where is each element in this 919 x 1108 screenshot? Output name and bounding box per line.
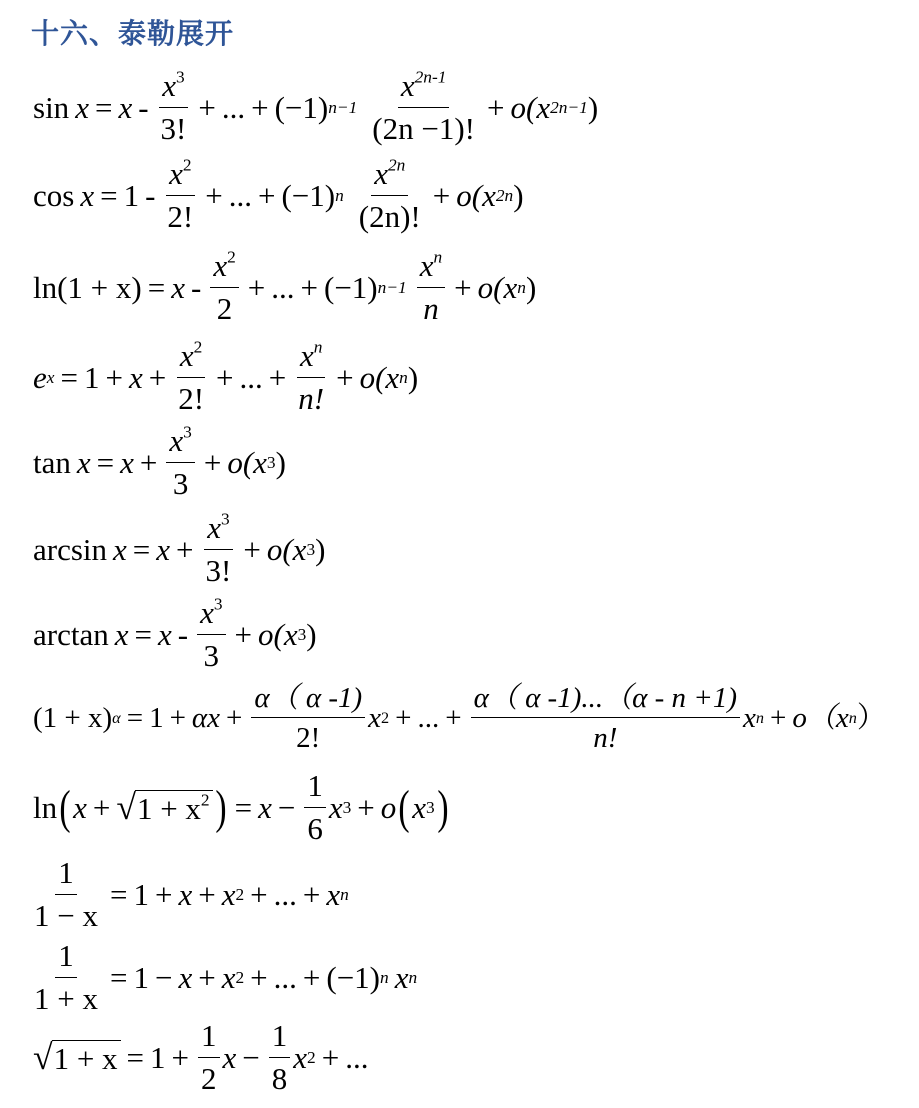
third-term: x <box>221 960 236 996</box>
plus: + <box>454 270 472 306</box>
formula-ln: ln(1 + x) = x - $\frac{x^2}{2}$ + ... + (−1) n−1 $\frac{x^n}{n}$ + o( x n ) <box>33 247 537 326</box>
lhs-var: x <box>114 617 129 653</box>
lhs: arcsin <box>33 532 108 568</box>
plus: + <box>321 1040 340 1076</box>
denominator: 2! <box>178 380 205 416</box>
numerator: x <box>400 68 415 103</box>
formula-arsinh: ln ( x + √ $1 + x^2$ ) = x − $\frac{1}{6}$ x 3 + o ( x 3 ) <box>33 768 449 846</box>
plus: + <box>171 1040 190 1076</box>
denominator: 1 − x <box>34 897 98 933</box>
formula-arctan: arctan x = x - $\frac{x^3}{3}$ + o( x 3 ) <box>33 594 317 673</box>
plus: + <box>243 532 261 568</box>
fraction <box>304 770 326 845</box>
little-o: o( <box>510 90 537 126</box>
close-paren: ) <box>513 178 524 214</box>
little-o: o( <box>266 532 293 568</box>
general-term <box>417 247 445 326</box>
lhs-var: x <box>76 445 91 481</box>
fraction <box>198 1020 220 1095</box>
formula-geometric-1: $\frac{1}{1 - x}$ = 1 + x + x 2 + ... + x n <box>31 857 349 932</box>
numerator: 1 <box>198 1020 220 1058</box>
denominator: 3! <box>160 110 187 146</box>
first-term: 1 <box>83 360 100 396</box>
o-argument: x <box>503 270 518 306</box>
lhs: tan <box>33 445 71 481</box>
denominator: 3 <box>203 637 220 673</box>
inner-x: x <box>73 790 87 826</box>
little-o: o <box>380 790 397 826</box>
plus: + <box>154 877 173 913</box>
radicand: 1 + x <box>136 790 201 826</box>
lhs-var: x <box>113 532 127 568</box>
equals: = <box>109 877 128 913</box>
fraction <box>164 155 196 234</box>
o-argument: x <box>385 360 400 396</box>
exponent: n <box>433 247 443 267</box>
fraction <box>251 683 365 754</box>
first-term: 1 <box>150 1040 166 1076</box>
radicand: 1 + x <box>52 1040 121 1076</box>
equals: = <box>134 617 152 653</box>
ellipsis: ... <box>228 178 252 214</box>
plus: + <box>176 532 194 568</box>
section-heading: 十六、泰勒展开 <box>31 17 235 50</box>
plus: + <box>139 445 158 481</box>
square-root <box>33 1036 121 1077</box>
minus: - <box>138 90 149 126</box>
equals: = <box>60 360 78 396</box>
term-var: x <box>328 790 343 826</box>
numerator: α（ α -1) <box>251 683 365 718</box>
formula-sqrt: √ 1 + x = 1 + $\frac{1}{2}$ x − $\frac{1}{8}$ x 2 + ... <box>33 1018 369 1096</box>
numerator: 1 <box>55 940 77 978</box>
numerator: α（ α -1)...（α - n +1) <box>471 683 740 718</box>
o-argument: x <box>482 178 496 214</box>
equals: = <box>234 790 253 826</box>
formula-binomial: (1 + x) α = 1 + αx + $\frac{\alpha( \alpha -1)}{2!}$ x 2 + ... + $\frac{\alpha( \alpha -1)...(\alpha - n +1)}{n!}$ x n + o（ x n ） <box>33 682 886 755</box>
first-term: 1 <box>133 877 149 913</box>
o-argument: x <box>412 790 427 826</box>
equals: = <box>126 701 144 734</box>
numerator: x <box>213 248 228 283</box>
general-term <box>356 155 424 234</box>
numerator: 1 <box>304 770 326 808</box>
lhs-var: x <box>75 90 89 126</box>
plus: + <box>302 960 321 996</box>
first-term: x <box>171 270 185 306</box>
equals: = <box>126 1040 145 1076</box>
denominator: n! <box>593 722 618 755</box>
formula-arcsin: arcsin x = x + $\frac{x^3}{3!}$ + o( x 3 ) <box>33 509 326 588</box>
plus: + <box>257 178 276 214</box>
plus: + <box>198 90 216 126</box>
term-var: x <box>222 1040 237 1076</box>
denominator: n <box>423 290 439 326</box>
radical-sign-icon: √ <box>33 1036 53 1077</box>
plus: + <box>148 360 167 396</box>
plus: + <box>251 90 269 126</box>
second-term: x <box>178 877 193 913</box>
numerator: 1 <box>269 1020 291 1058</box>
exponent: n <box>313 337 323 357</box>
plus: + <box>445 701 462 734</box>
lhs: arctan <box>33 617 109 653</box>
fraction <box>203 509 235 588</box>
close-paren: ) <box>407 360 419 396</box>
ellipsis: ... <box>221 90 246 126</box>
plus: + <box>395 701 412 734</box>
exponent: 3 <box>183 422 192 442</box>
plus: + <box>226 701 243 734</box>
plus: + <box>169 701 186 734</box>
fraction <box>158 67 190 146</box>
last-term: x <box>326 877 341 913</box>
equals: = <box>94 90 113 126</box>
lhs: cos <box>33 178 75 214</box>
close-paren: ) <box>215 780 227 834</box>
sign-factor: (−1) <box>281 178 336 214</box>
term-var: x <box>368 701 382 734</box>
ellipsis: ... <box>417 701 440 734</box>
minus: - <box>177 617 189 653</box>
general-term <box>471 683 740 754</box>
second-term: x <box>178 960 193 996</box>
plus: + <box>432 178 451 214</box>
plus: + <box>105 360 123 396</box>
general-term <box>295 337 327 416</box>
close-paren: ） <box>856 701 886 734</box>
second-term: x <box>128 360 143 396</box>
plus: + <box>302 877 321 913</box>
lhs: ln(1 + x) <box>33 270 142 306</box>
fraction <box>197 594 225 673</box>
open-paren: ( <box>59 780 71 834</box>
equals: = <box>109 960 128 996</box>
numerator: x <box>419 248 434 283</box>
denominator: (2n)! <box>358 198 421 234</box>
close-paren: ) <box>275 445 286 481</box>
sign-factor: (−1) <box>324 270 378 306</box>
minus: - <box>145 178 156 214</box>
equals: = <box>96 445 115 481</box>
plus: + <box>250 960 268 996</box>
numerator: x <box>299 338 314 373</box>
lhs: e <box>33 360 47 396</box>
first-term: 1 <box>133 960 149 996</box>
minus: - <box>191 270 202 306</box>
first-term: 1 <box>149 701 164 734</box>
plus: + <box>300 270 318 306</box>
exponent: 3 <box>220 509 230 529</box>
exponent: 2 <box>193 337 203 357</box>
o-argument: x <box>292 532 307 568</box>
denominator: n! <box>298 380 325 416</box>
equals: = <box>147 270 166 306</box>
denominator: 2! <box>296 722 321 755</box>
sign-factor: (−1) <box>326 960 381 996</box>
formula-exp: e x = 1 + x + $\frac{x^2}{2!}$ + ... + $\frac{x^n}{n!}$ + o( x n ) <box>33 337 419 416</box>
numerator: x <box>179 338 194 373</box>
plus: + <box>336 360 354 396</box>
first-term: x <box>118 90 133 126</box>
denominator: 3 <box>172 465 189 501</box>
lhs: sin <box>33 90 70 126</box>
formula-geometric-2: $\frac{1}{1 + x}$ = 1 − x + x 2 + ... + (−1) n x n <box>31 940 417 1015</box>
lhs: ln <box>33 790 58 826</box>
denominator: 3! <box>205 552 232 588</box>
first-term: x <box>258 790 272 826</box>
second-term: αx <box>191 701 221 734</box>
radical-sign-icon: √ <box>116 786 136 827</box>
lhs-fraction <box>31 940 101 1015</box>
denominator: 2! <box>167 198 194 234</box>
plus: + <box>205 178 223 214</box>
formula-tan: tan x = x + $\frac{x^3}{3}$ + o( x 3 ) <box>33 422 286 501</box>
ellipsis: ... <box>273 960 297 996</box>
equals: = <box>100 178 118 214</box>
o-argument: x <box>253 445 267 481</box>
little-o: o( <box>258 617 284 653</box>
lhs-var: x <box>80 178 95 214</box>
numerator: x <box>162 68 176 103</box>
square-root <box>116 786 212 827</box>
exponent: 2 <box>227 247 236 267</box>
numerator: x <box>169 156 183 191</box>
o-argument: x <box>536 90 551 126</box>
fraction <box>166 422 194 501</box>
minus: − <box>277 790 296 826</box>
plus: + <box>247 270 266 306</box>
plus: + <box>234 617 252 653</box>
little-o: o( <box>227 445 254 481</box>
formula-sin: sin x = x - $\frac{x^3}{3!}$ + ... + (−1) n−1 $\frac{x^{2n-1}}{(2n -1)!}$ + o( x 2n−1 ) <box>33 67 599 146</box>
term-var: x <box>742 701 756 734</box>
equals: = <box>132 532 151 568</box>
denominator: 8 <box>271 1060 288 1096</box>
little-o: o( <box>456 178 483 214</box>
ellipsis: ... <box>345 1040 369 1076</box>
first-term: x <box>120 445 134 481</box>
numerator: 1 <box>55 857 77 895</box>
lhs: (1 + x) <box>33 701 113 734</box>
denominator: 2 <box>201 1060 217 1096</box>
plus: + <box>203 445 222 481</box>
plus: + <box>198 877 216 913</box>
ellipsis: ... <box>239 360 263 396</box>
first-term: x <box>156 532 171 568</box>
plus: + <box>357 790 375 826</box>
exponent: 3 <box>175 67 185 87</box>
first-term: 1 <box>123 178 140 214</box>
denominator: 2 <box>216 290 233 326</box>
exponent: 2 <box>182 155 192 175</box>
fraction <box>269 1020 291 1095</box>
term-var: x <box>293 1040 308 1076</box>
open-paren: ( <box>398 780 410 834</box>
close-paren: ) <box>525 270 537 306</box>
o-argument: x <box>283 617 298 653</box>
lhs-fraction <box>31 857 101 932</box>
ellipsis: ... <box>273 877 297 913</box>
denominator: (2n −1)! <box>372 110 475 146</box>
close-paren: ) <box>315 532 326 568</box>
little-o: o( <box>359 360 386 396</box>
numerator: x <box>169 423 184 458</box>
numerator: x <box>207 510 221 545</box>
plus: + <box>487 90 505 126</box>
denominator: 1 + x <box>34 980 98 1016</box>
radicand-exponent: 2 <box>200 790 210 810</box>
numerator: x <box>200 595 214 630</box>
close-paren: ) <box>587 90 599 126</box>
minus: − <box>154 960 173 996</box>
close-paren: ) <box>437 780 449 834</box>
exponent: 2n-1 <box>414 67 447 87</box>
denominator: 6 <box>307 810 323 846</box>
plus: + <box>216 360 234 396</box>
little-o: o( <box>477 270 504 306</box>
plus: + <box>250 877 268 913</box>
fraction <box>210 247 238 326</box>
minus: − <box>242 1040 260 1076</box>
close-paren: ) <box>306 617 317 653</box>
plus: + <box>769 701 787 734</box>
last-term: x <box>394 960 409 996</box>
plus: + <box>92 790 111 826</box>
plus: + <box>268 360 287 396</box>
numerator: x <box>374 156 388 191</box>
exponent: 2n <box>387 155 406 175</box>
little-o: o（ <box>792 701 836 734</box>
formula-cos: cos x = 1 - $\frac{x^2}{2!}$ + ... + (−1) n $\frac{x^{2n}}{(2n)!}$ + o( x 2n ) <box>33 155 524 234</box>
exponent: 3 <box>213 594 223 614</box>
o-argument: x <box>835 701 849 734</box>
general-term <box>369 67 478 146</box>
ellipsis: ... <box>271 270 295 306</box>
fraction <box>175 337 207 416</box>
third-term: x <box>221 877 236 913</box>
plus: + <box>198 960 216 996</box>
first-term: x <box>157 617 172 653</box>
sign-factor: (−1) <box>274 90 329 126</box>
